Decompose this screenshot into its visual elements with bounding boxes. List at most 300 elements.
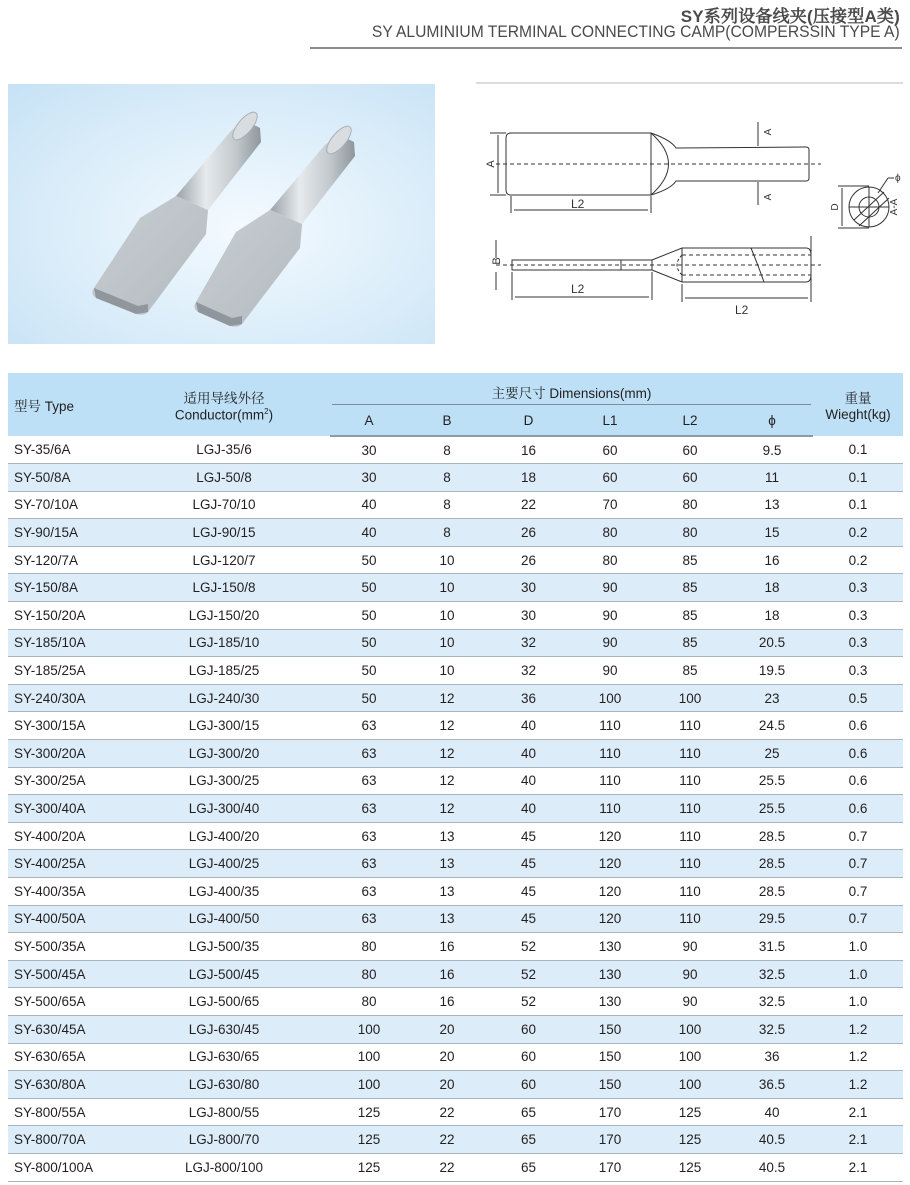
cell-type: SY-300/15A [8,712,118,740]
cell-weight: 2.1 [813,1153,903,1181]
cell-phi: 29.5 [731,905,813,933]
cell-phi: 40.5 [731,1126,813,1154]
cell-l2: 100 [649,1071,731,1099]
cell-d: 65 [486,1153,571,1181]
cell-weight: 0.3 [813,574,903,602]
cell-b: 20 [408,1071,486,1099]
dim-label-a-left: A [485,160,497,168]
cell-conductor: LGJ-300/25 [118,767,330,795]
cell-weight: 0.3 [813,657,903,685]
cell-phi: 15 [731,519,813,547]
cell-conductor: LGJ-400/35 [118,878,330,906]
header-dim-a: A [330,405,408,436]
cell-a: 50 [330,546,408,574]
cell-a: 100 [330,1071,408,1099]
cell-conductor: LGJ-800/100 [118,1153,330,1181]
cell-conductor: LGJ-630/45 [118,1015,330,1043]
cell-weight: 1.2 [813,1071,903,1099]
cell-type: SY-50/8A [8,464,118,492]
section-mark-a-top: A [763,128,774,136]
table-row [8,629,903,657]
header-dim-b: B [408,405,486,436]
cell-a: 80 [330,988,408,1016]
dim-label-l2-left: L2 [571,282,585,296]
cell-type: SY-120/7A [8,546,118,574]
cell-l1: 150 [571,1071,649,1099]
cell-type: SY-300/25A [8,767,118,795]
cell-d: 18 [486,464,571,492]
cell-l1: 90 [571,574,649,602]
cell-d: 45 [486,905,571,933]
header-dim-l1: L1 [571,405,649,436]
table-row [8,519,903,547]
table-row [8,574,903,602]
header-conductor-close: ) [268,407,274,423]
cell-b: 12 [408,740,486,768]
cell-a: 30 [330,436,408,464]
top-view [485,122,821,213]
cell-l2: 125 [649,1126,731,1154]
cell-phi: 19.5 [731,657,813,685]
cell-l1: 90 [571,602,649,630]
cell-b: 8 [408,519,486,547]
cell-b: 8 [408,436,486,464]
cell-l1: 80 [571,546,649,574]
cell-weight: 0.2 [813,546,903,574]
cell-weight: 1.0 [813,988,903,1016]
cell-d: 30 [486,574,571,602]
cell-b: 12 [408,712,486,740]
table-row [8,988,903,1016]
cell-l1: 150 [571,1015,649,1043]
table-row [8,602,903,630]
cell-weight: 0.6 [813,795,903,823]
cell-conductor: LGJ-35/6 [118,436,330,464]
cell-phi: 25.5 [731,795,813,823]
cell-weight: 2.1 [813,1126,903,1154]
cell-b: 12 [408,767,486,795]
cell-l2: 110 [649,822,731,850]
dim-label-b: B [491,257,503,265]
cell-type: SY-240/30A [8,684,118,712]
cell-type: SY-800/70A [8,1126,118,1154]
cell-type: SY-500/45A [8,960,118,988]
cell-l1: 150 [571,1043,649,1071]
cell-b: 20 [408,1043,486,1071]
cell-l2: 90 [649,988,731,1016]
cell-conductor: LGJ-300/40 [118,795,330,823]
table-row [8,657,903,685]
header-type: 型号 Type [8,373,118,436]
page-title-english: SY ALUMINIUM TERMINAL CONNECTING CAMP(COMPERSSIN TYPE A) [372,22,900,41]
cell-l2: 90 [649,960,731,988]
cell-l2: 100 [649,684,731,712]
cell-weight: 1.2 [813,1015,903,1043]
cell-type: SY-630/65A [8,1043,118,1071]
cell-conductor: LGJ-90/15 [118,519,330,547]
cell-b: 10 [408,602,486,630]
cell-b: 16 [408,933,486,961]
dim-label-l2-top: L2 [571,197,585,211]
cell-b: 13 [408,822,486,850]
cell-b: 10 [408,574,486,602]
cell-a: 50 [330,657,408,685]
cell-weight: 0.3 [813,629,903,657]
cell-l1: 60 [571,436,649,464]
cell-l1: 110 [571,767,649,795]
cell-b: 13 [408,878,486,906]
cell-a: 125 [330,1098,408,1126]
dim-label-phi: ϕ [895,173,901,184]
cell-phi: 32.5 [731,1015,813,1043]
table-row [8,1153,903,1181]
cell-conductor: LGJ-185/10 [118,629,330,657]
cell-a: 80 [330,933,408,961]
cell-l1: 130 [571,960,649,988]
cell-phi: 9.5 [731,436,813,464]
cell-a: 125 [330,1126,408,1154]
section-mark-a-bottom: A [763,193,774,201]
section-label-aa: A-A [889,198,900,216]
cell-d: 30 [486,602,571,630]
cell-weight: 0.6 [813,712,903,740]
cell-l2: 110 [649,767,731,795]
cell-weight: 0.7 [813,878,903,906]
table-row [8,850,903,878]
table-row [8,905,903,933]
cell-l2: 125 [649,1153,731,1181]
cell-weight: 0.2 [813,519,903,547]
cell-phi: 11 [731,464,813,492]
cell-phi: 25.5 [731,767,813,795]
cell-weight: 0.6 [813,767,903,795]
cell-phi: 32.5 [731,960,813,988]
cell-weight: 0.1 [813,491,903,519]
header-weight [813,373,903,436]
header-weight-en: Wieght(kg) [825,407,891,422]
table-row [8,822,903,850]
cell-conductor: LGJ-400/25 [118,850,330,878]
cell-d: 26 [486,519,571,547]
cell-l2: 90 [649,933,731,961]
table-row [8,1043,903,1071]
cell-phi: 13 [731,491,813,519]
cell-type: SY-400/35A [8,878,118,906]
header-dimensions [330,373,813,405]
cell-d: 40 [486,795,571,823]
cell-conductor: LGJ-400/50 [118,905,330,933]
product-photo [8,84,435,344]
cell-type: SY-185/25A [8,657,118,685]
cell-d: 65 [486,1098,571,1126]
header-conductor-en [118,407,330,423]
cell-l2: 80 [649,519,731,547]
cell-l1: 170 [571,1153,649,1181]
table-row [8,1015,903,1043]
cell-d: 32 [486,629,571,657]
cell-phi: 28.5 [731,822,813,850]
cell-phi: 28.5 [731,878,813,906]
cell-l2: 125 [649,1098,731,1126]
cell-type: SY-150/8A [8,574,118,602]
cell-l1: 90 [571,657,649,685]
cell-phi: 31.5 [731,933,813,961]
cell-phi: 36 [731,1043,813,1071]
cell-phi: 40.5 [731,1153,813,1181]
cell-phi: 18 [731,602,813,630]
cell-b: 22 [408,1126,486,1154]
cell-type: SY-300/40A [8,795,118,823]
cell-a: 63 [330,878,408,906]
cell-conductor: LGJ-70/10 [118,491,330,519]
cell-b: 22 [408,1153,486,1181]
cell-conductor: LGJ-500/35 [118,933,330,961]
cell-b: 8 [408,464,486,492]
cell-type: SY-300/20A [8,740,118,768]
cell-a: 63 [330,905,408,933]
cell-b: 12 [408,684,486,712]
cell-phi: 18 [731,574,813,602]
cell-weight: 0.5 [813,684,903,712]
header-conductor [118,373,330,436]
cell-l1: 130 [571,933,649,961]
cell-weight: 1.0 [813,933,903,961]
cell-phi: 28.5 [731,850,813,878]
header-dim-d: D [486,405,571,436]
cell-a: 63 [330,712,408,740]
header-conductor-sup: 2 [264,406,269,416]
cell-type: SY-400/20A [8,822,118,850]
cell-l1: 120 [571,850,649,878]
cell-b: 13 [408,850,486,878]
cell-a: 63 [330,822,408,850]
table-row [8,712,903,740]
table-row [8,767,903,795]
cell-l2: 110 [649,878,731,906]
cell-l1: 170 [571,1126,649,1154]
cell-conductor: LGJ-300/20 [118,740,330,768]
cell-conductor: LGJ-120/7 [118,546,330,574]
cell-d: 22 [486,491,571,519]
cell-type: SY-630/80A [8,1071,118,1099]
page-title-chinese: SY系列设备线夹(压接型A类) [680,7,900,26]
cell-d: 60 [486,1071,571,1099]
dim-label-d: D [830,203,841,211]
cell-phi: 16 [731,546,813,574]
cell-type: SY-185/10A [8,629,118,657]
header-dimensions-label: 主要尺寸 Dimensions(mm) [491,386,652,401]
cell-phi: 20.5 [731,629,813,657]
cell-weight: 0.7 [813,822,903,850]
cell-weight: 0.1 [813,436,903,464]
cell-b: 20 [408,1015,486,1043]
cell-conductor: LGJ-240/30 [118,684,330,712]
cell-l2: 110 [649,850,731,878]
cell-l1: 70 [571,491,649,519]
cell-conductor: LGJ-500/65 [118,988,330,1016]
table-row [8,684,903,712]
cell-d: 40 [486,767,571,795]
cell-l2: 85 [649,657,731,685]
cell-conductor: LGJ-630/65 [118,1043,330,1071]
cell-l2: 60 [649,464,731,492]
cell-weight: 1.0 [813,960,903,988]
cell-l2: 110 [649,905,731,933]
cell-a: 63 [330,795,408,823]
cell-d: 65 [486,1126,571,1154]
cell-type: SY-630/45A [8,1015,118,1043]
cell-weight: 2.1 [813,1098,903,1126]
section-view [830,173,901,228]
cell-l2: 60 [649,436,731,464]
cell-type: SY-400/50A [8,905,118,933]
cell-d: 40 [486,712,571,740]
cell-type: SY-500/65A [8,988,118,1016]
cell-weight: 0.6 [813,740,903,768]
cell-conductor: LGJ-150/8 [118,574,330,602]
cell-weight: 1.2 [813,1043,903,1071]
cell-a: 30 [330,464,408,492]
cell-d: 16 [486,436,571,464]
cell-d: 45 [486,822,571,850]
header-dim-phi: ϕ [731,405,813,436]
cell-weight: 0.7 [813,905,903,933]
cell-d: 60 [486,1043,571,1071]
cell-type: SY-35/6A [8,436,118,464]
cell-type: SY-90/15A [8,519,118,547]
cell-l1: 80 [571,519,649,547]
cell-d: 40 [486,740,571,768]
dim-label-l2-right: L2 [735,303,749,317]
cell-l2: 100 [649,1015,731,1043]
cell-l2: 85 [649,629,731,657]
cell-type: SY-400/25A [8,850,118,878]
cell-conductor: LGJ-185/25 [118,657,330,685]
cell-d: 60 [486,1015,571,1043]
cell-conductor: LGJ-400/20 [118,822,330,850]
cell-b: 10 [408,629,486,657]
table-row [8,933,903,961]
cell-d: 26 [486,546,571,574]
cell-conductor: LGJ-500/45 [118,960,330,988]
cell-d: 52 [486,988,571,1016]
cell-d: 36 [486,684,571,712]
cell-b: 12 [408,795,486,823]
cell-b: 22 [408,1098,486,1126]
specification-table [8,373,903,1182]
cell-b: 10 [408,657,486,685]
cell-l2: 80 [649,491,731,519]
cell-a: 63 [330,850,408,878]
header-conductor-en-text: Conductor(mm [174,407,265,423]
technical-drawing [476,90,910,345]
cell-phi: 40 [731,1098,813,1126]
cell-conductor: LGJ-630/80 [118,1071,330,1099]
cell-d: 52 [486,960,571,988]
cell-type: SY-800/55A [8,1098,118,1126]
cell-d: 45 [486,878,571,906]
table-row [8,546,903,574]
header-conductor-cn: 适用导线外径 [183,390,265,406]
cell-l1: 120 [571,878,649,906]
cell-l2: 110 [649,740,731,768]
cell-a: 63 [330,767,408,795]
table-row [8,436,903,464]
cell-l1: 90 [571,629,649,657]
cell-a: 40 [330,491,408,519]
cell-type: SY-500/35A [8,933,118,961]
table-row [8,1071,903,1099]
header-dimensions-underline [332,404,811,405]
cell-phi: 25 [731,740,813,768]
cell-weight: 0.1 [813,464,903,492]
cell-type: SY-70/10A [8,491,118,519]
cell-a: 50 [330,684,408,712]
cell-a: 80 [330,960,408,988]
cell-a: 50 [330,602,408,630]
cell-a: 50 [330,574,408,602]
cell-d: 52 [486,933,571,961]
cell-conductor: LGJ-150/20 [118,602,330,630]
table-row [8,1126,903,1154]
cell-l1: 130 [571,988,649,1016]
cell-weight: 0.3 [813,602,903,630]
cell-l2: 85 [649,602,731,630]
cell-l1: 100 [571,684,649,712]
table-row [8,960,903,988]
table-row [8,795,903,823]
cell-phi: 32.5 [731,988,813,1016]
cell-d: 32 [486,657,571,685]
cell-a: 40 [330,519,408,547]
cell-l1: 120 [571,905,649,933]
table-row [8,1098,903,1126]
cell-type: SY-800/100A [8,1153,118,1181]
table-row [8,878,903,906]
cell-conductor: LGJ-800/70 [118,1126,330,1154]
header-weight-cn: 重量 [844,391,872,406]
cell-l1: 110 [571,795,649,823]
table-body [8,436,903,1181]
cell-weight: 0.7 [813,850,903,878]
cell-d: 45 [486,850,571,878]
cell-l1: 170 [571,1098,649,1126]
cell-phi: 24.5 [731,712,813,740]
cell-l2: 85 [649,546,731,574]
title-divider [310,47,902,49]
cell-l1: 110 [571,712,649,740]
cell-a: 100 [330,1043,408,1071]
cell-b: 13 [408,905,486,933]
cell-l1: 110 [571,740,649,768]
cell-type: SY-150/20A [8,602,118,630]
cell-conductor: LGJ-50/8 [118,464,330,492]
drawing-divider [476,82,903,84]
terminal-clamps-illustration [8,84,435,344]
cell-a: 50 [330,629,408,657]
cell-l1: 120 [571,822,649,850]
cell-a: 100 [330,1015,408,1043]
cell-l2: 100 [649,1043,731,1071]
cell-b: 16 [408,988,486,1016]
table-row [8,491,903,519]
cell-a: 63 [330,740,408,768]
cell-phi: 36.5 [731,1071,813,1099]
table-row [8,464,903,492]
cell-b: 8 [408,491,486,519]
cell-l2: 110 [649,795,731,823]
cell-l2: 110 [649,712,731,740]
